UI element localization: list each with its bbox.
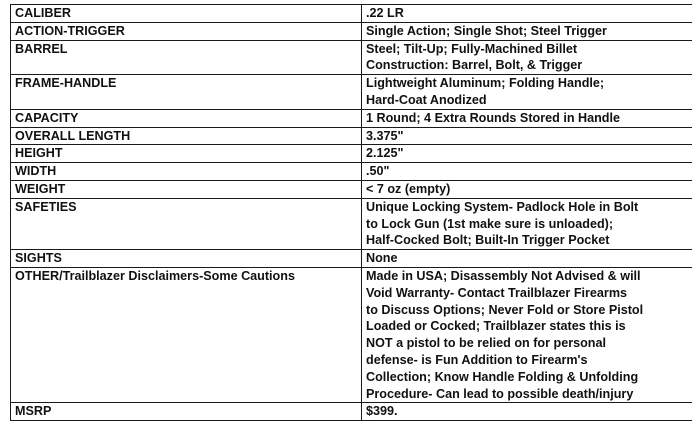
spec-row — [11, 180, 692, 198]
spec-value — [362, 403, 692, 421]
spec-value-line: Steel; Tilt-Up; Fully-Machined Billet — [366, 41, 578, 56]
spec-value — [362, 267, 692, 402]
spec-value-line: Hard-Coat Anodized — [366, 92, 487, 107]
spec-label: SAFETIES — [11, 198, 362, 249]
spec-label: SIGHTS — [11, 250, 362, 268]
spec-row — [11, 267, 692, 402]
spec-label: HEIGHT — [11, 145, 362, 163]
spec-label: ACTION-TRIGGER — [11, 22, 362, 40]
spec-value-line: Void Warranty- Contact Trailblazer Firearms — [366, 285, 628, 300]
spec-value-line: Unique Locking System- Padlock Hole in Bolt — [366, 199, 639, 214]
spec-row — [11, 145, 692, 163]
spec-label: WEIGHT — [11, 180, 362, 198]
spec-value-line: 3.375" — [366, 128, 404, 143]
spec-row — [11, 22, 692, 40]
spec-value — [362, 5, 692, 23]
spec-value — [362, 109, 692, 127]
spec-row — [11, 163, 692, 181]
spec-value-line: Single Action; Single Shot; Steel Trigger — [366, 23, 607, 38]
spec-label: FRAME-HANDLE — [11, 75, 362, 110]
spec-value-line: None — [366, 251, 398, 266]
spec-value — [362, 145, 692, 163]
spec-value — [362, 40, 692, 75]
spec-value — [362, 75, 692, 110]
spec-label: BARREL — [11, 40, 362, 75]
spec-value — [362, 180, 692, 198]
spec-value-line: .50" — [366, 164, 390, 179]
spec-value-line: NOT a pistol to be relied on for personal — [366, 336, 607, 351]
spec-value-line: Half-Cocked Bolt; Built-In Trigger Pocket — [366, 233, 610, 248]
spec-value — [362, 250, 692, 268]
spec-label: CALIBER — [11, 5, 362, 23]
spec-label: MSRP — [11, 403, 362, 421]
spec-value — [362, 127, 692, 145]
spec-value — [362, 163, 692, 181]
spec-value-line: 2.125" — [366, 146, 404, 161]
spec-value-line: defense- is Fun Addition to Firearm's — [366, 352, 588, 367]
spec-value — [362, 22, 692, 40]
spec-value-line: Procedure- Can lead to possible death/injury — [366, 386, 634, 401]
spec-row — [11, 403, 692, 421]
spec-table-body — [11, 5, 692, 421]
spec-value-line: .22 LR — [366, 6, 404, 20]
spec-value-line: Lightweight Aluminum; Folding Handle; — [366, 76, 605, 91]
spec-value-line: Made in USA; Disassembly Not Advised & will — [366, 268, 641, 283]
spec-row — [11, 40, 692, 75]
spec-value — [362, 198, 692, 249]
spec-row — [11, 109, 692, 127]
spec-row — [11, 75, 692, 110]
spec-label: CAPACITY — [11, 109, 362, 127]
spec-value-line: Construction: Barrel, Bolt, & Trigger — [366, 58, 583, 73]
spec-row — [11, 5, 692, 23]
spec-row — [11, 127, 692, 145]
spec-value-line: $399. — [366, 404, 398, 419]
spec-table — [10, 4, 692, 421]
spec-label: OTHER/Trailblazer Disclaimers-Some Cautions — [11, 267, 362, 402]
spec-value-line: Loaded or Cocked; Trailblazer states this is — [366, 319, 626, 334]
spec-label: WIDTH — [11, 163, 362, 181]
spec-value-line: Collection; Know Handle Folding & Unfolding — [366, 369, 639, 384]
spec-row — [11, 198, 692, 249]
spec-label: OVERALL LENGTH — [11, 127, 362, 145]
spec-value-line: < 7 oz (empty) — [366, 181, 451, 196]
spec-value-line: 1 Round; 4 Extra Rounds Stored in Handle — [366, 110, 620, 125]
spec-row — [11, 250, 692, 268]
spec-value-line: to Discuss Options; Never Fold or Store Pistol — [366, 302, 644, 317]
spec-value-line: to Lock Gun (1st make sure is unloaded); — [366, 216, 614, 231]
